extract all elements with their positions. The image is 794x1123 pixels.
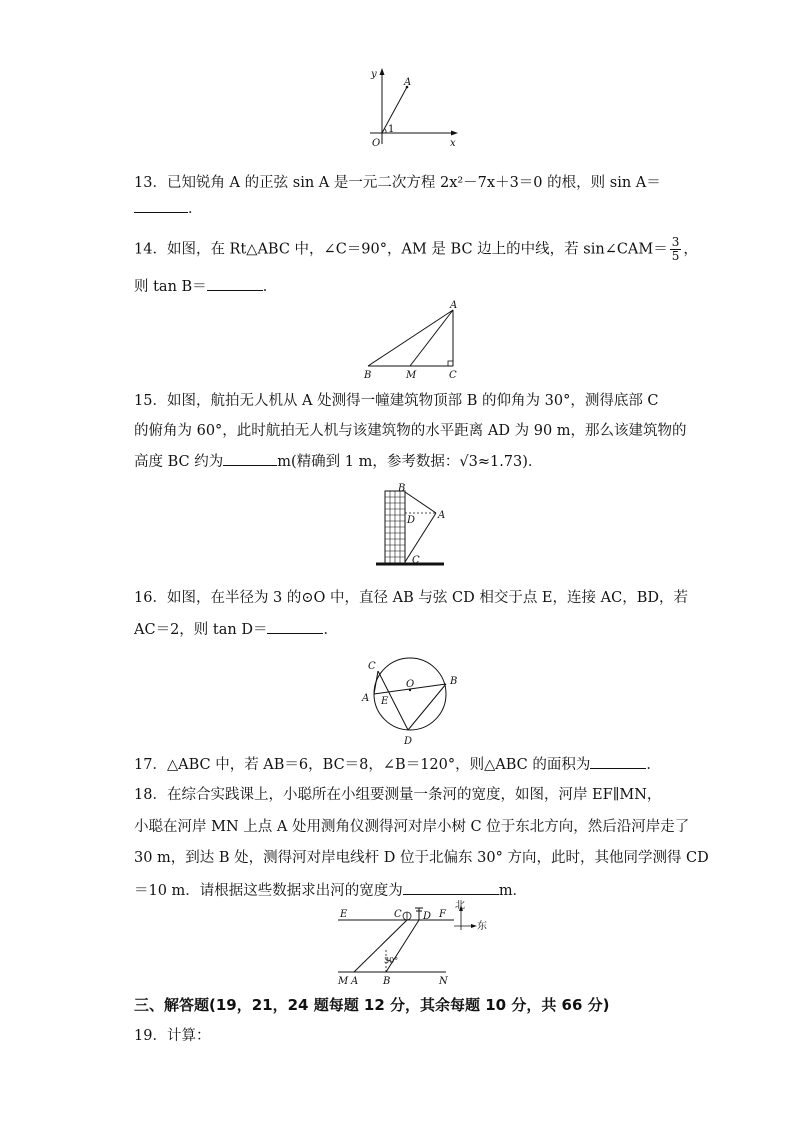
point-m-label: M: [338, 976, 349, 987]
north-label: 北: [455, 900, 465, 911]
vertex-c-label: C: [449, 370, 457, 381]
center-o-label: O: [406, 679, 415, 690]
question-18-line-1: 18．在综合实践课上，小聪所在小组要测量一条河的宽度，如图，河岸 EF∥MN，: [134, 787, 662, 803]
question-15-line-2: 的俯角为 60°，此时航拍无人机与该建筑物的水平距离 AD 为 90 m，那么该建筑物的: [134, 423, 687, 439]
question-14: 14．如图，在 Rt△ABC 中，∠C＝90°，AM 是 BC 边上的中线，若 sin∠CAM＝ $\frac{3}{5}$ ，: [134, 235, 698, 263]
question-18-line-2: 小聪在河岸 MN 上点 A 处用测角仪测得河对岸小树 C 位于东北方向，然后沿河岸走了: [134, 819, 690, 835]
point-f-label: F: [439, 909, 446, 920]
axes-figure: [360, 62, 470, 152]
point-a-label: A: [351, 976, 359, 987]
point-a-label: A: [404, 77, 412, 88]
point-e-label: E: [340, 909, 348, 920]
question-16-line-2: AC＝2，则 tan D＝ ．: [134, 619, 338, 640]
section-3-heading: 三、解答题(19，21，24 题每题 12 分，其余每题 10 分，共 66 分): [134, 996, 610, 1014]
question-14-text: 14．如图，在 Rt△ABC 中，∠C＝90°，AM 是 BC 边上的中线，若 sin∠CAM＝: [134, 241, 668, 258]
question-17: 17．△ABC 中，若 AB＝6，BC＝8，∠B＝120°，则△ABC 的面积为 ．: [134, 754, 661, 775]
point-a-label: A: [438, 510, 446, 521]
triangle-figure-14: [360, 298, 470, 382]
point-d-label: D: [423, 911, 432, 922]
point-c-label: C: [412, 555, 420, 566]
fraction-3-5: $\frac{3}{5}$: [671, 235, 680, 263]
point-b-label: B: [450, 676, 458, 687]
question-15-line-1: 15．如图，航拍无人机从 A 处测得一幢建筑物顶部 B 的仰角为 30°，测得底部 C: [134, 393, 659, 409]
question-15-line-3: 高度 BC 约为 m(精确到 1 m，参考数据：√3≈1.73)．: [134, 451, 542, 472]
circle-figure-16: [352, 654, 472, 748]
point-d-label: D: [404, 736, 413, 747]
answer-blank-13[interactable]: [134, 198, 188, 213]
point-c-label: C: [368, 661, 376, 672]
point-a-label: A: [362, 693, 370, 704]
question-14-line-2: 则 tan B＝ ．: [134, 276, 277, 297]
answer-blank-17[interactable]: [590, 754, 646, 769]
point-e-label: E: [381, 696, 389, 707]
question-18-line-3: 30 m，到达 B 处，测得河对岸电线杆 D 位于北偏东 30° 方向，此时，其他同学测得 CD: [134, 850, 709, 866]
question-13-text: 13．已知锐角 A 的正弦 sin A 是一元二次方程 2x²－7x＋3＝0 的根，则 sin A＝: [134, 175, 661, 191]
vertex-a-label: A: [450, 300, 458, 311]
question-18-line-4: ＝10 m．请根据这些数据求出河的宽度为 m．: [134, 880, 527, 901]
point-m-label: M: [406, 370, 417, 381]
question-16-line-1: 16．如图，在半径为 3 的⊙O 中，直径 AB 与弦 CD 相交于点 E，连接 AC，BD，若: [134, 590, 688, 606]
answer-blank-16[interactable]: [267, 619, 323, 634]
river-figure-18: [334, 900, 492, 988]
vertex-b-label: B: [364, 370, 372, 381]
point-n-label: N: [439, 976, 448, 987]
answer-blank-14[interactable]: [207, 276, 263, 291]
point-d-label: D: [407, 515, 416, 526]
point-b-label: B: [383, 976, 391, 987]
origin-label: O: [372, 138, 381, 149]
question-13: [134, 173, 661, 193]
point-b-label: B: [398, 483, 406, 494]
point-c-label: C: [394, 909, 402, 920]
x-axis-label: x: [450, 138, 456, 149]
building-figure-15: [372, 483, 458, 573]
angle-1-label: 1: [388, 124, 395, 135]
y-axis-label: y: [371, 69, 377, 80]
question-19: 19．计算：: [134, 1028, 211, 1044]
answer-blank-15[interactable]: [223, 451, 277, 466]
angle-30-label: 30°: [384, 956, 399, 965]
east-label: 东: [477, 921, 487, 932]
question-13-answer-line: ．: [134, 198, 203, 219]
answer-blank-18[interactable]: [403, 880, 499, 895]
